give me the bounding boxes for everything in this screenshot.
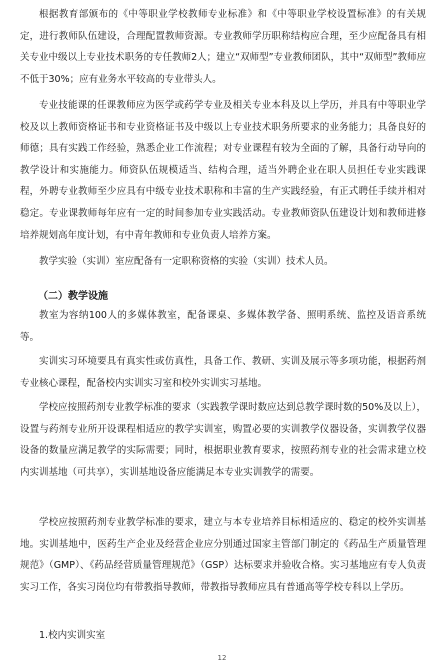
paragraph-offsite-training-base: 学校应按照药剂专业教学标准的要求，建立与本专业培养目标相适应的、稳定的校外实训基地。实训基地中，医药生产企业及经营企业应分别通过国家主管部门制定的《药品生产质量管理规范》（GMP）、《药品经营质量管理规范》（GSP）达标要求并验收合格。实习基地应有专人负责实习工作，各实习岗位均有带教指导教师，带教指导教师应具有普通高等学校专科以上学历。 — [20, 517, 426, 593]
paragraph-lab-technicians: 教学实验（实训）室应配备有一定职称资格的实验（实训）技术人员。 — [39, 256, 334, 267]
paragraph-teacher-standards: 根据教育部颁布的《中等职业学校教师专业标准》和《中等职业学校设置标准》的有关规定，进行教师队伍建设，合理配置教师资源。专业教师学历职称结构应合理，至少应配备具有相关专业中级以上专业技术职务的专任教师2人；建立“双师型”专业教师团队，其中“双师型”教师应不低于30%；应有业务水平较高的专业带头人。 — [20, 9, 426, 85]
sub-heading: 1.校内实训实室 — [39, 630, 106, 641]
paragraph-onsite-training-rooms: 学校应按照药剂专业教学标准的要求（实践教学课时数应达到总教学课时数的50%及以上），设置与药剂专业所开设课程相适应的教学实训室，购置必要的实训教学仪器设备，实训教学仪器设备的数量应满足教学的实际需要；同时，根据职业教育要求，按照药剂专业的社会需求建立校内实训基地（可共享），实训基地设备应能满足本专业实训教学的需要。 — [20, 402, 426, 478]
section-heading: （二）教学设施 — [38, 291, 108, 302]
page-number: 12 — [217, 654, 227, 662]
paragraph-training-environment: 实训实习环境要具有真实性或仿真性，具备工作、教研、实训及展示等多项功能，根据药剂专业核心课程，配备校内实训实习室和校外实训实习基地。 — [20, 356, 426, 389]
paragraph-classroom: 教室为容纳100人的多媒体教室，配备课桌、多媒体教学备、照明系统、监控及语音系统等。 — [20, 310, 426, 343]
paragraph-skill-course-teachers: 专业技能课的任课教师应为医学或药学专业及相关专业本科及以上学历，并具有中等职业学校及以上教师资格证书和专业资格证书及中级以上专业技术职务所要求的业务能力；具备良好的师德；具有实践工作经验，熟悉企业工作流程；对专业课程有较为全面的了解，具备行动导向的教学设计和实施能力。师资队伍规模适当、结构合理，适当外聘企业在职人员担任专业实践课程，外聘专业教师至少应具有中级专业技术职称和丰富的生产实践经验，有正式聘任手续并相对稳定。专业课教师每年应有一定的时间参加专业实践活动。专业教师资队伍建设计划和教师进修培养规划高年度计划，有中青年教师和专业负责人培养方案。 — [20, 100, 426, 241]
